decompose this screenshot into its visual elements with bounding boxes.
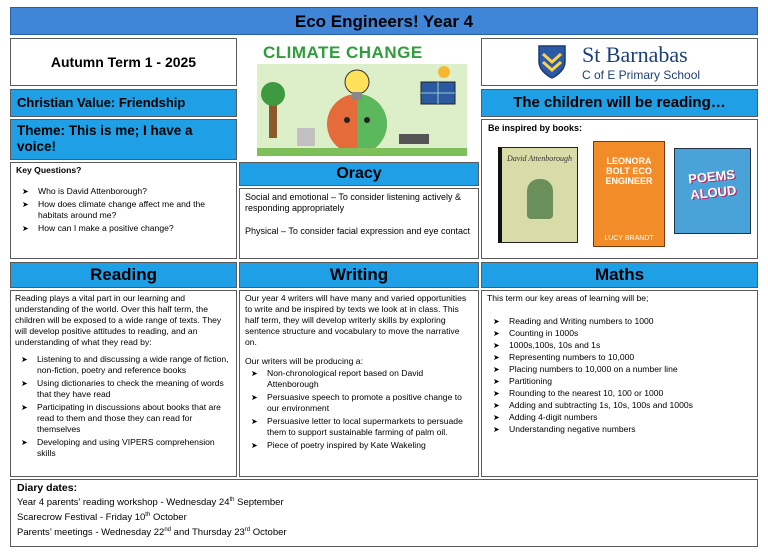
school-name: St Barnabas xyxy=(582,42,688,67)
maths-item: ➤ Adding and subtracting 1s, 10s, 100s and 1000s xyxy=(487,400,752,411)
book-cover-poems-aloud xyxy=(674,148,751,234)
key-question-item: ➤ How does climate change affect me and the habitats around me? xyxy=(16,199,231,221)
oracy-header xyxy=(239,162,479,186)
oracy-social: Social and emotional – To consider listening actively & responding appropriately xyxy=(245,192,461,213)
book-title-poems-aloud: POEMS ALOUD xyxy=(687,166,738,203)
maths-item: ➤ Representing numbers to 10,000 xyxy=(487,352,752,363)
reading-item: ➤ Using dictionaries to check the meaning of words that they have read xyxy=(15,378,232,400)
book-cover-leonora-bolt xyxy=(593,141,665,247)
maths-item: ➤ Rounding to the nearest 10, 100 or 1000 xyxy=(487,388,752,399)
diary-date-1: Year 4 parents’ reading workshop - Wednesday 24th September xyxy=(17,497,284,509)
key-question-item: ➤ How can I make a positive change? xyxy=(16,223,231,234)
theme-box xyxy=(10,119,237,160)
maths-box xyxy=(481,290,758,477)
writing-header xyxy=(239,262,479,288)
theme-label: Theme: This is me; I have a voice! xyxy=(17,123,193,154)
diary-heading: Diary dates: xyxy=(17,482,78,494)
diary-date-3: Parents’ meetings - Wednesday 22nd and Thursday 23rd October xyxy=(17,527,287,539)
maths-item: ➤ Adding 4-digit numbers xyxy=(487,412,752,423)
writing-item: ➤ Non-chronological report based on David Attenborough xyxy=(245,368,473,390)
writing-item: ➤ Persuasive speech to promote a positive change to our environment xyxy=(245,392,473,414)
maths-item: ➤ Counting in 1000s xyxy=(487,328,752,339)
oracy-box xyxy=(239,188,479,259)
key-question-item: ➤ Who is David Attenborough? xyxy=(16,186,231,197)
book-author-leonora-bolt: LUCY BRANDT xyxy=(604,235,654,242)
diary-date-2: Scarecrow Festival - Friday 10th October xyxy=(17,512,187,524)
key-questions-box xyxy=(10,162,237,259)
writing-intro-2: Our writers will be producing a: xyxy=(245,356,363,366)
reading-heading: Reading xyxy=(89,265,158,284)
school-logo-box xyxy=(481,38,758,86)
writing-item: ➤ Persuasive letter to local supermarkets to persuade them to support sustainable farming of palm oil. xyxy=(245,416,473,438)
reading-intro: Reading plays a vital part in our learning and understanding of the world. Over this half term, the children will be exposed to a wide range of texts. They will develop positive attitudes to reading, and an understanding of what they read by: xyxy=(15,293,222,347)
maths-item: ➤ Reading and Writing numbers to 1000 xyxy=(487,316,752,327)
book-title-leonora-bolt: LEONORA BOLT ECO ENGINEER xyxy=(605,156,653,186)
books-intro: Be inspired by books: xyxy=(488,123,583,133)
term-box xyxy=(10,38,237,86)
maths-item: ➤ Placing numbers to 10,000 on a number line xyxy=(487,364,752,375)
book-title-attenborough: David Attenborough xyxy=(506,154,573,163)
oracy-heading: Oracy xyxy=(336,165,382,182)
books-box xyxy=(481,119,758,259)
key-questions-heading: Key Questions? xyxy=(16,165,82,175)
reading-item: ➤ Developing and using VIPERS comprehension skills xyxy=(15,437,232,459)
maths-intro: This term our key areas of learning will be; xyxy=(487,293,649,303)
reading-header xyxy=(10,262,237,288)
maths-heading: Maths xyxy=(594,265,645,284)
maths-item: ➤ 1000s,100s, 10s and 1s xyxy=(487,340,752,351)
writing-item: ➤ Piece of poetry inspired by Kate Wakeling xyxy=(245,440,473,451)
oracy-physical: Physical – To consider facial expression and eye contact xyxy=(245,226,470,236)
maths-header xyxy=(481,262,758,288)
school-subtitle: C of E Primary School xyxy=(582,68,701,82)
christian-value-label: Christian Value: Friendship xyxy=(17,95,186,110)
christian-value-box xyxy=(10,89,237,117)
writing-heading: Writing xyxy=(329,265,389,284)
climate-change-illustration xyxy=(239,38,479,160)
writing-box xyxy=(239,290,479,477)
reading-box xyxy=(10,290,237,477)
reading-item: ➤ Participating in discussions about books that are read to them and those they can read for themselves xyxy=(15,402,232,435)
children-reading-label: The children will be reading… xyxy=(513,94,726,111)
climate-image-box xyxy=(239,38,479,160)
term-label: Autumn Term 1 - 2025 xyxy=(50,54,197,70)
book-cover-attenborough xyxy=(498,147,578,243)
page-title-bar xyxy=(10,7,758,35)
shield-icon xyxy=(537,44,567,80)
page-title: Eco Engineers! Year 4 xyxy=(294,12,474,31)
children-reading-header xyxy=(481,89,758,117)
maths-item: ➤ Partitioning xyxy=(487,376,752,387)
diary-box xyxy=(10,479,758,547)
maths-item: ➤ Understanding negative numbers xyxy=(487,424,752,435)
writing-intro: Our year 4 writers will have many and varied opportunities to write and be inspired by texts we look at in class. This half term, they will develop writerly skills by exploring sentence structure and vocabulary to move the narrative on. xyxy=(245,293,467,347)
book-figure xyxy=(527,179,553,219)
climate-logo-text: CLIMATE CHANGE xyxy=(263,43,423,62)
reading-item: ➤ Listening to and discussing a wide range of fiction, non-fiction, poetry and reference books xyxy=(15,354,232,376)
